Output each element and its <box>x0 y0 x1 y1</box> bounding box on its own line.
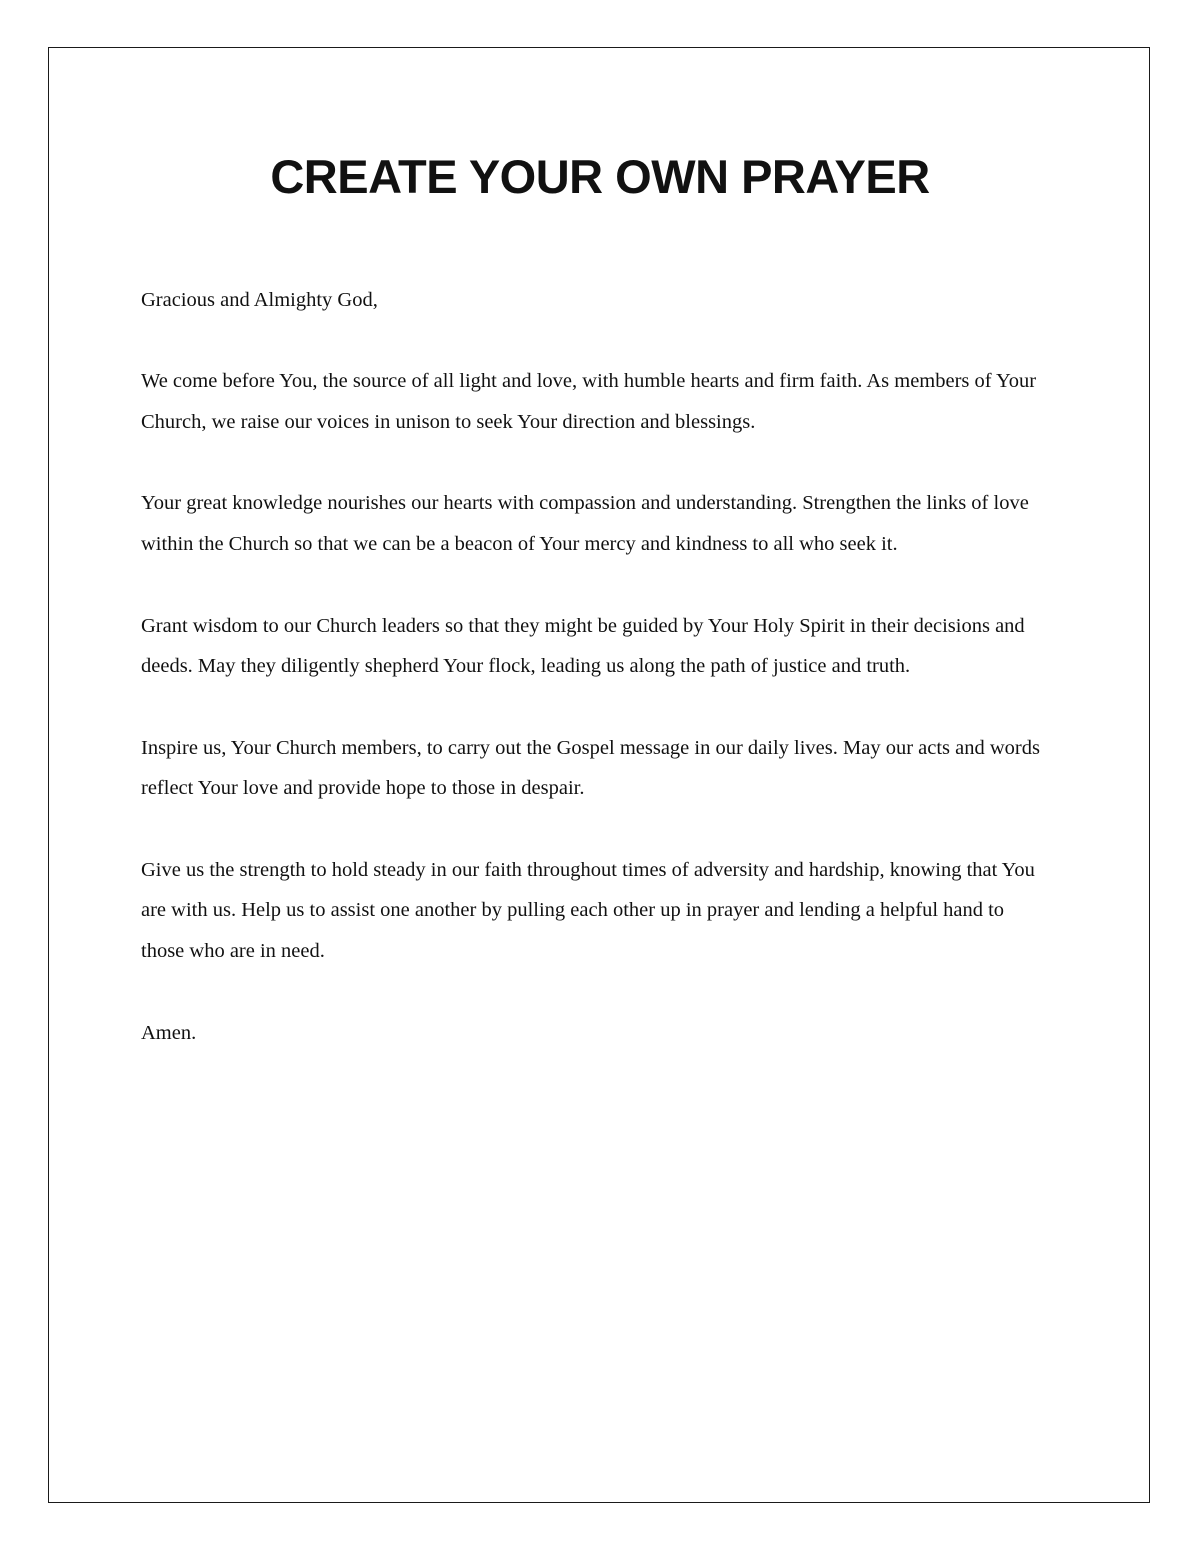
paragraph-4: Inspire us, Your Church members, to carry out the Gospel message in our daily lives. May our acts and words reflect Your love and provide hope to those in despair. <box>141 736 1040 800</box>
greeting: Gracious and Almighty God, <box>141 289 378 311</box>
paragraph-3: Grant wisdom to our Church leaders so that they might be guided by Your Holy Spirit in their decisions and deeds. May they diligently shepherd Your flock, leading us along the path of justice and truth. <box>141 614 1025 678</box>
paragraph-5: Give us the strength to hold steady in our faith throughout times of adversity and hardship, knowing that You are with us. Help us to assist one another by pulling each other up in prayer and lending a helpful hand to those who are in need. <box>141 858 1035 963</box>
document-title: CREATE YOUR OWN PRAYER <box>270 150 930 203</box>
prayer-body <box>141 280 1051 1094</box>
closing: Amen. <box>141 1021 197 1044</box>
paragraph-2: Your great knowledge nourishes our hearts with compassion and understanding. Strengthen the links of love within the Church so that we can be a beacon of Your mercy and kindness to all who seek it. <box>141 492 1029 556</box>
paragraph-1: We come before You, the source of all light and love, with humble hearts and firm faith. As members of Your Church, we raise our voices in unison to seek Your direction and blessings. <box>141 370 1037 434</box>
